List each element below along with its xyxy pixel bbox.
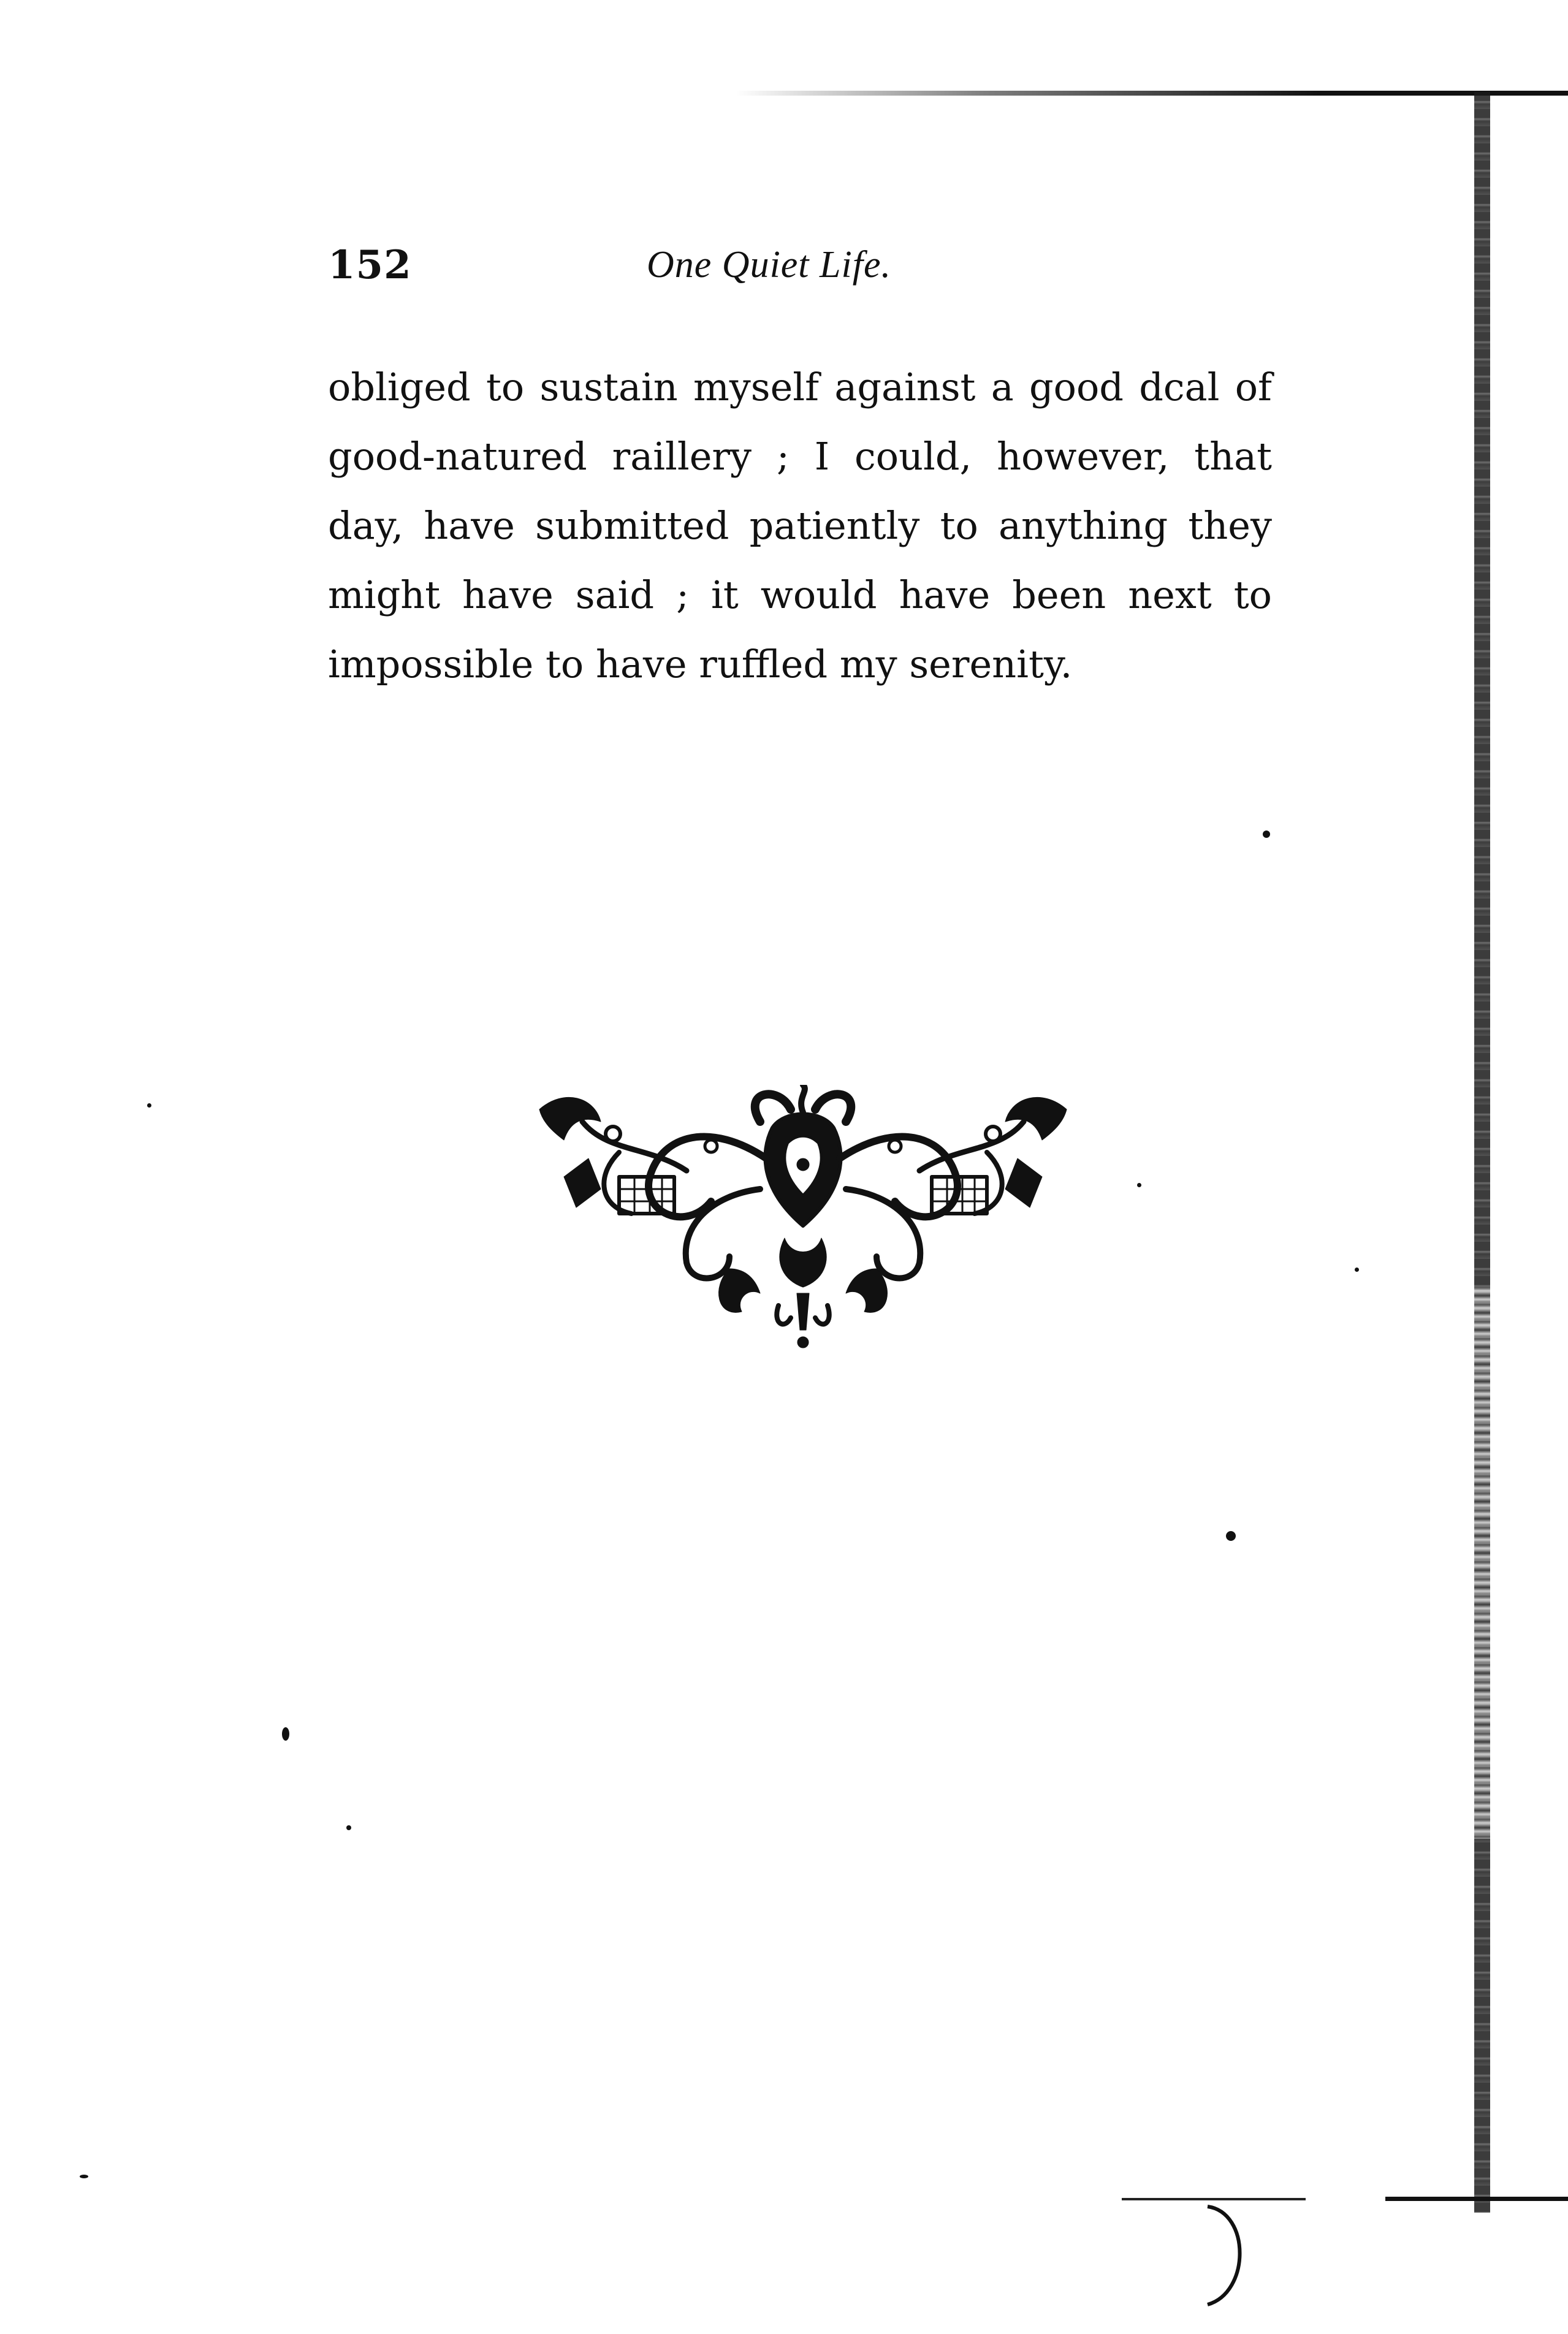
print-speck [1137, 1183, 1141, 1187]
text-line: impossible to have ruffled my serenity. [328, 642, 1073, 686]
print-speck [1355, 1268, 1359, 1272]
text-line: good-natured raillery ; I could, however, that [328, 434, 1272, 479]
print-speck [80, 2175, 88, 2178]
text-line: day, have submitted patiently to anything they [328, 503, 1272, 548]
print-speck [147, 1103, 151, 1108]
page-number: 152 [328, 242, 412, 288]
print-speck [346, 1825, 351, 1830]
page-edge-bottom-rule [1385, 2197, 1568, 2201]
body-paragraph [328, 352, 1272, 699]
page-edge-top-rule [736, 91, 1568, 96]
running-header [328, 242, 1272, 310]
print-speck [282, 1727, 289, 1741]
print-speck [1263, 831, 1270, 838]
binding-edge [1474, 92, 1490, 2213]
text-line: might have said ; it would have been next to [328, 572, 1272, 617]
text-line: obliged to sustain myself against a good dcal of [328, 365, 1272, 409]
floral-tailpiece-ornament-icon [527, 1085, 1079, 1379]
running-title: One Quiet Life. [647, 244, 891, 286]
print-speck [1226, 1531, 1236, 1541]
bottom-bracket-mark [1195, 2200, 1269, 2311]
binding-edge-wear [1471, 1287, 1493, 1839]
